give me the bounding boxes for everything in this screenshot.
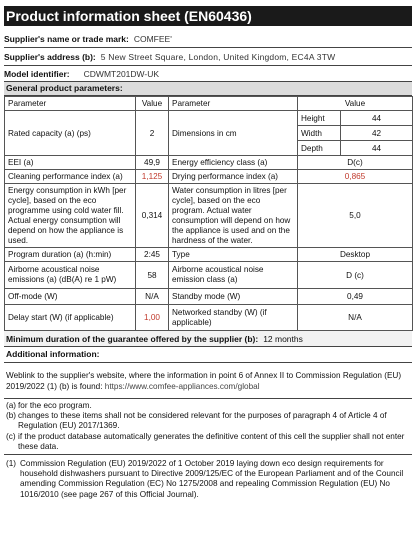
weblink-url[interactable]: https://www.comfee-appliances.com/global xyxy=(104,381,260,391)
drying-label: Drying performance index (a) xyxy=(169,170,298,184)
water-consumption-label: Water consumption in litres [per cycle], based on the eco program. Actual water consumption will depend on how the appliance is used and on the hardness of the water. xyxy=(169,184,298,248)
noise-class-value: D (c) xyxy=(298,262,413,289)
dimensions-label: Dimensions in cm xyxy=(169,111,298,156)
table-row xyxy=(5,111,413,126)
water-consumption-value: 5,0 xyxy=(298,184,413,248)
delay-start-label: Delay start (W) (if applicable) xyxy=(5,305,136,331)
table-row xyxy=(5,262,413,289)
drying-value: 0,865 xyxy=(298,170,413,184)
eei-label: EEI (a) xyxy=(5,156,136,170)
parameters-table xyxy=(4,96,413,331)
guarantee-label: Minimum duration of the guarantee offered by the supplier (b): xyxy=(6,333,259,344)
table-row xyxy=(5,184,413,248)
off-mode-label: Off-mode (W) xyxy=(5,289,136,305)
supplier-address-row xyxy=(4,48,412,66)
cleaning-value: 1,125 xyxy=(136,170,169,184)
footnote-key: (1) xyxy=(6,459,17,469)
param-header: Parameter xyxy=(5,97,136,111)
supplier-name-label: Supplier's name or trade mark: xyxy=(4,33,129,44)
standby-value: 0,49 xyxy=(298,289,413,305)
supplier-address-value: 5 New Street Square, London, United Kingdom, EC4A 3TW xyxy=(100,51,336,62)
networked-standby-value: N/A xyxy=(298,305,413,331)
energy-class-value: D(c) xyxy=(298,156,413,170)
energy-consumption-value: 0,314 xyxy=(136,184,169,248)
weblink-block xyxy=(4,363,412,399)
model-identifier-value: CDWMT201DW-UK xyxy=(83,68,160,79)
weblink-text: Weblink to the supplier's website, where the information in point 6 of Annex II to Commission Regulation (EU) 2019/2022 (1) (b) is found: xyxy=(6,371,402,391)
table-row xyxy=(5,305,413,331)
networked-standby-label: Networked standby (W) (if applicable) xyxy=(169,305,298,331)
note-text: if the product database automatically generates the definitive content of this cell the supplier shall not enter these data. xyxy=(18,431,405,451)
list-item xyxy=(6,459,410,500)
energy-class-label: Energy efficiency class (a) xyxy=(169,156,298,170)
value2-header: Value xyxy=(298,97,413,111)
table-row xyxy=(5,170,413,184)
product-information-sheet xyxy=(0,6,416,535)
list-item xyxy=(6,432,410,452)
note-key: (a) xyxy=(6,401,17,410)
list-item xyxy=(6,411,410,431)
general-parameters-header: General product parameters: xyxy=(4,82,412,96)
notes-list xyxy=(4,399,412,455)
eei-value: 49,9 xyxy=(136,156,169,170)
delay-start-value: 1,00 xyxy=(136,305,169,331)
sheet-title: Product information sheet (EN60436) xyxy=(4,6,412,26)
param2-header: Parameter xyxy=(169,97,298,111)
supplier-address-label: Supplier's address (b): xyxy=(4,51,96,62)
guarantee-row xyxy=(4,331,412,347)
duration-label: Program duration (a) (h:min) xyxy=(5,248,136,262)
supplier-name-value: COMFEE' xyxy=(133,33,172,44)
rated-capacity-label: Rated capacity (a) (ps) xyxy=(5,111,136,156)
model-identifier-label: Model identifier: xyxy=(4,68,70,79)
note-key: (b) xyxy=(6,411,17,421)
supplier-name-row xyxy=(4,30,412,48)
value-header: Value xyxy=(136,97,169,111)
additional-info-header: Additional information: xyxy=(4,347,412,363)
height-value: 44 xyxy=(341,111,413,126)
type-value: Desktop xyxy=(298,248,413,262)
standby-label: Standby mode (W) xyxy=(169,289,298,305)
guarantee-value: 12 months xyxy=(263,333,303,344)
footnote xyxy=(4,455,412,502)
noise-value: 58 xyxy=(136,262,169,289)
duration-value: 2:45 xyxy=(136,248,169,262)
list-item xyxy=(6,401,410,411)
rated-capacity-value: 2 xyxy=(136,111,169,156)
note-text: changes to these items shall not be considered relevant for the purposes of paragraph 4 of Article 4 of Regulation (EU) 2017/1369. xyxy=(18,411,387,431)
depth-label: Depth xyxy=(298,141,341,156)
noise-class-label: Airborne acoustical noise emission class (a) xyxy=(169,262,298,289)
width-label: Width xyxy=(298,126,341,141)
table-header-row xyxy=(5,97,413,111)
cleaning-label: Cleaning performance index (a) xyxy=(5,170,136,184)
energy-consumption-label: Energy consumption in kWh [per cycle], based on the eco programme using cold water fill. Actual energy consumption will depend on how the appliance is used. xyxy=(5,184,136,248)
type-label: Type xyxy=(169,248,298,262)
table-row xyxy=(5,289,413,305)
width-value: 42 xyxy=(341,126,413,141)
footnote-text: Commission Regulation (EU) 2019/2022 of 1 October 2019 laying down eco design requirements for household dishwashers pursuant to Directive 2009/125/EC of the European Parliament and of the Council amending Commission Regulation (EC) No 1275/2008 and repealing Commission Regulation (EU) No 1016/2010 (see page 267 of this Official Journal). xyxy=(20,459,404,499)
table-row xyxy=(5,248,413,262)
table-row xyxy=(5,156,413,170)
noise-label: Airborne acoustical noise emissions (a) (dB(A) re 1 pW) xyxy=(5,262,136,289)
off-mode-value: N/A xyxy=(136,289,169,305)
note-key: (c) xyxy=(6,431,16,441)
model-identifier-row xyxy=(4,66,412,82)
depth-value: 44 xyxy=(341,141,413,156)
height-label: Height xyxy=(298,111,341,126)
note-text: for the eco program. xyxy=(18,401,92,410)
